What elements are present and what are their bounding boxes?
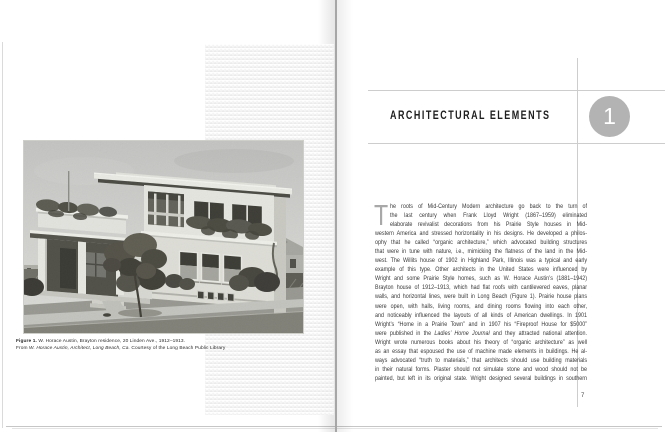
body-text-line: were published in the Ladies’ Home Journal and they attracted national attention.	[375, 329, 588, 337]
chapter-number: 1	[603, 103, 616, 129]
figure-label: Figure 1.	[16, 339, 37, 344]
body-text-line: Wright wrote numerous books about his theory of “organic architecture” as well	[375, 338, 588, 346]
body-text-line: ophy that he called “organic architecture,” which advocated building structures	[375, 239, 588, 247]
dropcap-letter: T	[374, 200, 389, 232]
spine-shadow-right	[337, 0, 353, 432]
header-rule-bottom	[368, 143, 665, 144]
body-paragraph	[375, 202, 587, 383]
body-text-line: and noticeably influenced the layouts of all kinds of American dwellings. In 1901	[375, 311, 588, 319]
brayton-residence-photo	[24, 141, 303, 333]
book-spine	[335, 0, 337, 432]
body-text-line: walls, and horizontal lines, were built in Long Beach (Figure 1). Prairie house plans	[375, 293, 588, 301]
page-left-edge	[2, 42, 3, 428]
body-text-line: in their natural forms. Plaster should not simulate stone and wood should not be	[375, 365, 588, 373]
body-text-line: as an essay that espoused the use of machine made elements in buildings. He al-	[375, 347, 588, 355]
body-text-line: he roots of Mid-Century Modern architecture go back to the turn of	[389, 203, 588, 210]
body-text-line: western America and stressed horizontality in his designs. He developed a philos-	[375, 230, 588, 238]
figure-caption	[16, 339, 296, 352]
chapter-number-badge	[589, 96, 630, 137]
body-text-line: Brayton house of 1912–1913, which had flat roofs with cantilevered eaves, planar	[375, 284, 588, 292]
body-text-line: that were in tune with nature, i.e., mimicking the flatness of the land in the Mid-	[375, 248, 588, 256]
body-text-line: elaborate revivalist decorations from his Prairie Style houses in Mid-	[389, 221, 588, 229]
body-text-line: painted, but left in its original state. Wright designed several buildings in southern	[375, 374, 588, 382]
body-text-line: Wright’s “Home in a Prairie Town” and in 1907 his “Fireproof House for $5000”	[375, 320, 588, 328]
body-text-line: the last century when Frank Lloyd Wright (1867–1959) eliminated	[389, 212, 588, 220]
header-rule-top	[368, 90, 665, 91]
figure-caption-line1: Figure 1. W. Horace Austin, Brayton residence, 20 Linden Ave., 1912–1913.	[16, 339, 186, 344]
body-text-line: west. The Willits house of 1902 in Highland Park, Illinois was a typical and early	[375, 257, 588, 265]
page-number: 7	[581, 393, 585, 399]
figure-caption-line2: From W. Horace Austin, Architect, Long Beach, Ca. Courtesy of the Long Beach Public Library	[16, 345, 226, 351]
figure-photo	[24, 141, 303, 333]
chapter-title: ARCHITECTURAL ELEMENTS	[390, 110, 551, 122]
body-text-line: example of this type. Other architects in the United States were influenced by	[375, 266, 588, 274]
body-text-line: were open, with halls, living rooms, and dining rooms flowing into each other,	[375, 302, 588, 310]
body-text-line: ways advocated “truth to materials,” that architects should use building materials	[375, 356, 588, 364]
body-text-line: Wright and some Prairie Style homes, such as W. Horace Austin’s (1881–1942)	[375, 275, 588, 283]
